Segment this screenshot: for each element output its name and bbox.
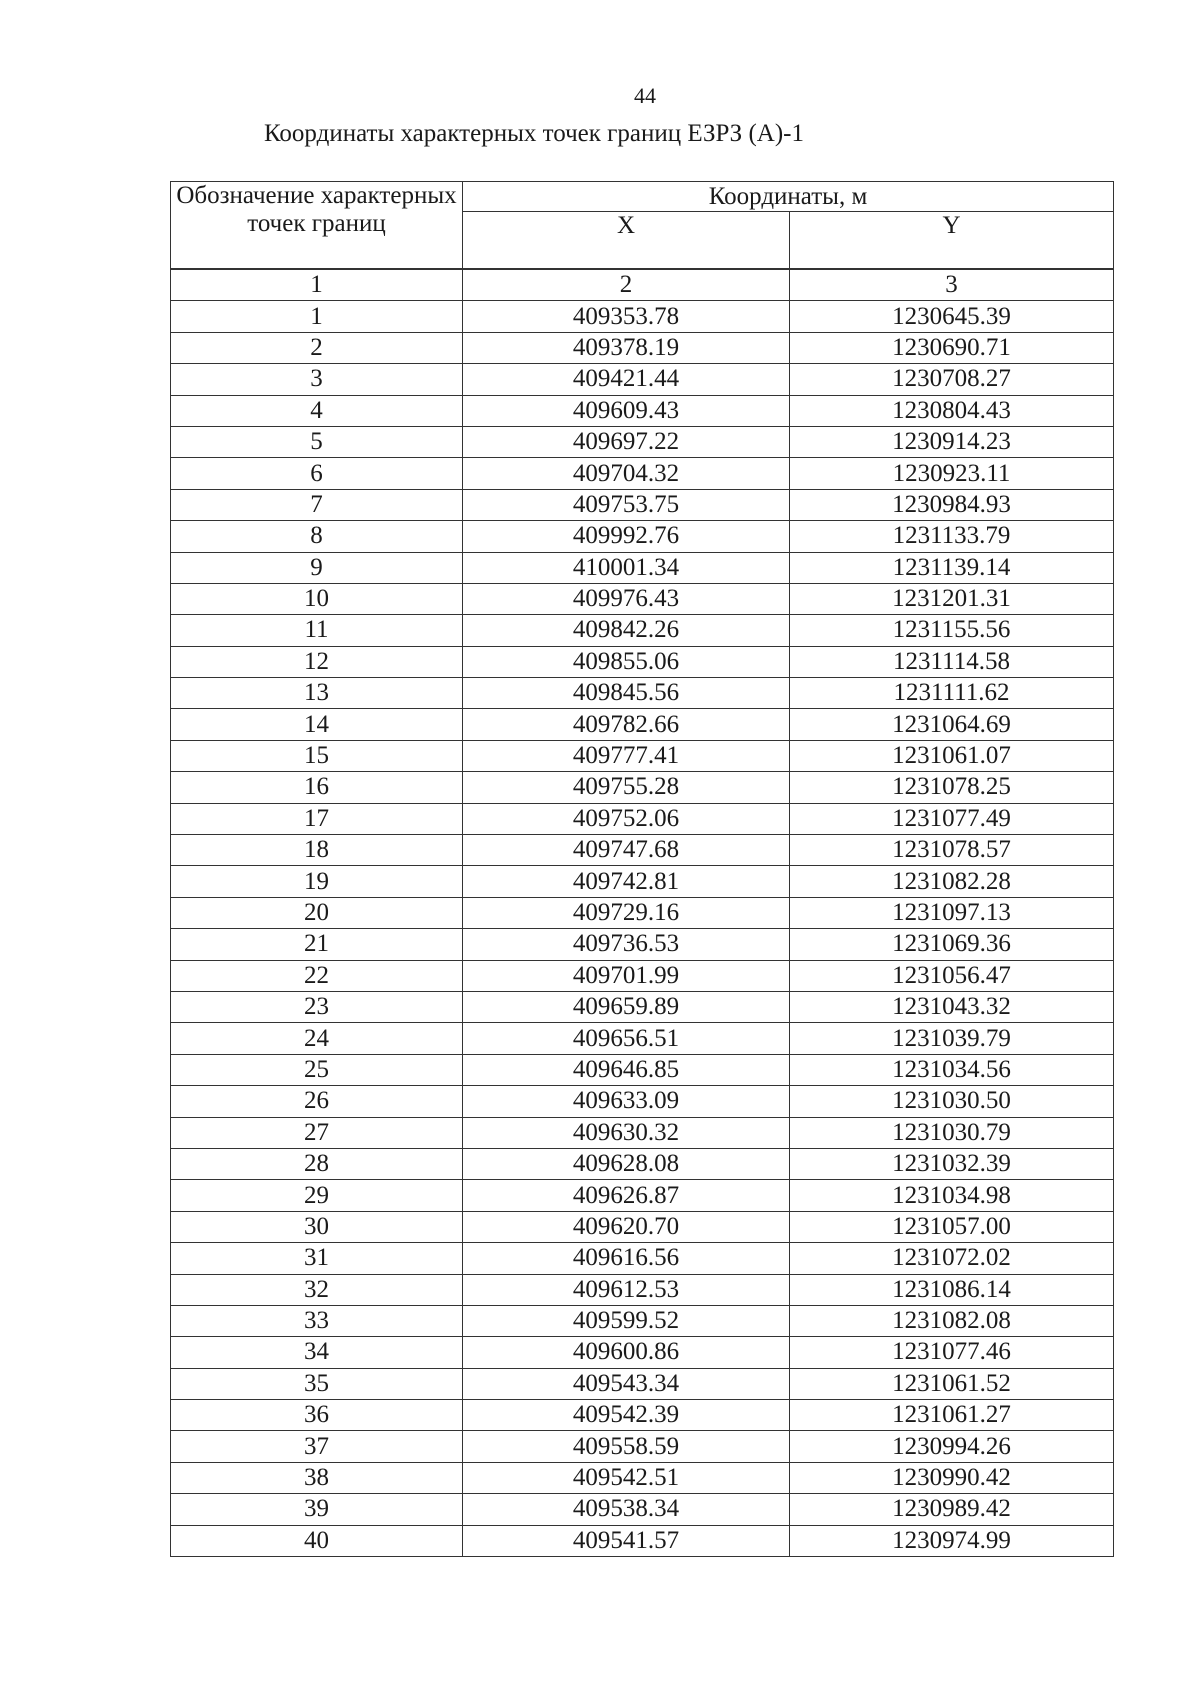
point-id-cell: 22 [171, 960, 463, 991]
table-row [171, 1054, 1114, 1085]
table-row [171, 1117, 1114, 1148]
column-number: 1 [171, 269, 463, 301]
point-id-cell: 3 [171, 364, 463, 395]
y-coordinate-cell: 1231064.69 [790, 709, 1114, 740]
x-coordinate-cell: 409752.06 [463, 803, 790, 834]
x-coordinate-cell: 409659.89 [463, 991, 790, 1022]
x-coordinate-cell: 409697.22 [463, 426, 790, 457]
y-coordinate-cell: 1231133.79 [790, 521, 1114, 552]
x-coordinate-cell: 409626.87 [463, 1180, 790, 1211]
y-coordinate-cell: 1231077.49 [790, 803, 1114, 834]
x-coordinate-cell: 409701.99 [463, 960, 790, 991]
table-row [171, 897, 1114, 928]
point-id-cell: 40 [171, 1525, 463, 1556]
table-row [171, 803, 1114, 834]
point-id-cell: 5 [171, 426, 463, 457]
y-coordinate-cell: 1230989.42 [790, 1494, 1114, 1525]
table-row [171, 1180, 1114, 1211]
table-row [171, 489, 1114, 520]
point-id-cell: 24 [171, 1023, 463, 1054]
y-coordinate-cell: 1231111.62 [790, 678, 1114, 709]
point-id-cell: 15 [171, 740, 463, 771]
table-row [171, 395, 1114, 426]
point-id-cell: 28 [171, 1148, 463, 1179]
point-id-cell: 13 [171, 678, 463, 709]
x-coordinate-cell: 409421.44 [463, 364, 790, 395]
y-coordinate-cell: 1231043.32 [790, 991, 1114, 1022]
table-row [171, 1431, 1114, 1462]
y-coordinate-cell: 1231082.28 [790, 866, 1114, 897]
y-coordinate-cell: 1231057.00 [790, 1211, 1114, 1242]
page-number: 44 [634, 83, 656, 108]
x-coordinate-cell: 409600.86 [463, 1337, 790, 1368]
x-coordinate-cell: 409656.51 [463, 1023, 790, 1054]
y-coordinate-cell: 1231030.79 [790, 1117, 1114, 1148]
x-coordinate-cell: 409538.34 [463, 1494, 790, 1525]
table-row [171, 1400, 1114, 1431]
point-id-cell: 8 [171, 521, 463, 552]
y-coordinate-cell: 1230923.11 [790, 458, 1114, 489]
point-id-cell: 4 [171, 395, 463, 426]
table-row [171, 1305, 1114, 1336]
x-coordinate-cell: 409646.85 [463, 1054, 790, 1085]
point-id-cell: 35 [171, 1368, 463, 1399]
header-point-designation: Обозначение характерных точек границ [171, 182, 463, 270]
header-row-top [171, 182, 1114, 212]
y-coordinate-cell: 1231069.36 [790, 929, 1114, 960]
table-row [171, 583, 1114, 614]
y-coordinate-cell: 1230708.27 [790, 364, 1114, 395]
x-coordinate-cell: 409541.57 [463, 1525, 790, 1556]
table-row [171, 1148, 1114, 1179]
table-row [171, 709, 1114, 740]
point-id-cell: 29 [171, 1180, 463, 1211]
x-coordinate-cell: 409845.56 [463, 678, 790, 709]
y-coordinate-cell: 1231034.98 [790, 1180, 1114, 1211]
x-coordinate-cell: 409992.76 [463, 521, 790, 552]
point-id-cell: 21 [171, 929, 463, 960]
table-row [171, 1494, 1114, 1525]
point-id-cell: 19 [171, 866, 463, 897]
point-id-cell: 12 [171, 646, 463, 677]
y-coordinate-cell: 1230914.23 [790, 426, 1114, 457]
point-id-cell: 39 [171, 1494, 463, 1525]
y-coordinate-cell: 1230984.93 [790, 489, 1114, 520]
x-coordinate-cell: 409630.32 [463, 1117, 790, 1148]
table-row [171, 1525, 1114, 1556]
y-coordinate-cell: 1231082.08 [790, 1305, 1114, 1336]
y-coordinate-cell: 1231030.50 [790, 1086, 1114, 1117]
y-coordinate-cell: 1230804.43 [790, 395, 1114, 426]
point-id-cell: 20 [171, 897, 463, 928]
column-number: 3 [790, 269, 1114, 301]
table-row [171, 960, 1114, 991]
y-coordinate-cell: 1231086.14 [790, 1274, 1114, 1305]
table-header [171, 182, 1114, 270]
table-row [171, 1211, 1114, 1242]
y-coordinate-cell: 1230974.99 [790, 1525, 1114, 1556]
x-coordinate-cell: 410001.34 [463, 552, 790, 583]
point-id-cell: 10 [171, 583, 463, 614]
point-id-cell: 36 [171, 1400, 463, 1431]
x-coordinate-cell: 409729.16 [463, 897, 790, 928]
y-coordinate-cell: 1231072.02 [790, 1243, 1114, 1274]
table-row [171, 332, 1114, 363]
table-row [171, 929, 1114, 960]
x-coordinate-cell: 409633.09 [463, 1086, 790, 1117]
y-coordinate-cell: 1231097.13 [790, 897, 1114, 928]
page-title: Координаты характерных точек границ ЕЗРЗ (А)-1 [264, 120, 804, 147]
table-row [171, 1274, 1114, 1305]
point-id-cell: 2 [171, 332, 463, 363]
x-coordinate-cell: 409599.52 [463, 1305, 790, 1336]
table-body [171, 269, 1114, 1557]
x-coordinate-cell: 409353.78 [463, 301, 790, 332]
table-row [171, 301, 1114, 332]
header-y: Y [790, 212, 1114, 270]
x-coordinate-cell: 409543.34 [463, 1368, 790, 1399]
y-coordinate-cell: 1231056.47 [790, 960, 1114, 991]
point-id-cell: 30 [171, 1211, 463, 1242]
point-id-cell: 16 [171, 772, 463, 803]
x-coordinate-cell: 409620.70 [463, 1211, 790, 1242]
point-id-cell: 27 [171, 1117, 463, 1148]
y-coordinate-cell: 1231077.46 [790, 1337, 1114, 1368]
x-coordinate-cell: 409609.43 [463, 395, 790, 426]
y-coordinate-cell: 1230994.26 [790, 1431, 1114, 1462]
point-id-cell: 26 [171, 1086, 463, 1117]
point-id-cell: 31 [171, 1243, 463, 1274]
y-coordinate-cell: 1231034.56 [790, 1054, 1114, 1085]
y-coordinate-cell: 1231155.56 [790, 615, 1114, 646]
y-coordinate-cell: 1231078.57 [790, 835, 1114, 866]
y-coordinate-cell: 1231078.25 [790, 772, 1114, 803]
point-id-cell: 32 [171, 1274, 463, 1305]
x-coordinate-cell: 409736.53 [463, 929, 790, 960]
column-number: 2 [463, 269, 790, 301]
table-row [171, 458, 1114, 489]
x-coordinate-cell: 409742.81 [463, 866, 790, 897]
y-coordinate-cell: 1230990.42 [790, 1462, 1114, 1493]
point-id-cell: 37 [171, 1431, 463, 1462]
table-row [171, 646, 1114, 677]
coordinates-table [170, 181, 1114, 1557]
point-id-cell: 1 [171, 301, 463, 332]
header-coordinates-group: Координаты, м [463, 182, 1114, 212]
point-id-cell: 23 [171, 991, 463, 1022]
table-row [171, 1243, 1114, 1274]
table-row [171, 1368, 1114, 1399]
x-coordinate-cell: 409612.53 [463, 1274, 790, 1305]
table-row [171, 552, 1114, 583]
x-coordinate-cell: 409628.08 [463, 1148, 790, 1179]
table-row [171, 866, 1114, 897]
point-id-cell: 18 [171, 835, 463, 866]
x-coordinate-cell: 409782.66 [463, 709, 790, 740]
point-id-cell: 6 [171, 458, 463, 489]
x-coordinate-cell: 409378.19 [463, 332, 790, 363]
x-coordinate-cell: 409976.43 [463, 583, 790, 614]
table-row [171, 1462, 1114, 1493]
y-coordinate-cell: 1231139.14 [790, 552, 1114, 583]
table-row [171, 678, 1114, 709]
y-coordinate-cell: 1230690.71 [790, 332, 1114, 363]
table-row [171, 1337, 1114, 1368]
y-coordinate-cell: 1231032.39 [790, 1148, 1114, 1179]
point-id-cell: 25 [171, 1054, 463, 1085]
table-row [171, 740, 1114, 771]
y-coordinate-cell: 1231061.27 [790, 1400, 1114, 1431]
point-id-cell: 9 [171, 552, 463, 583]
x-coordinate-cell: 409558.59 [463, 1431, 790, 1462]
x-coordinate-cell: 409753.75 [463, 489, 790, 520]
x-coordinate-cell: 409842.26 [463, 615, 790, 646]
x-coordinate-cell: 409616.56 [463, 1243, 790, 1274]
x-coordinate-cell: 409855.06 [463, 646, 790, 677]
header-x: X [463, 212, 790, 270]
point-id-cell: 17 [171, 803, 463, 834]
table-row [171, 1086, 1114, 1117]
table-row [171, 1023, 1114, 1054]
table-row [171, 521, 1114, 552]
y-coordinate-cell: 1231201.31 [790, 583, 1114, 614]
y-coordinate-cell: 1231114.58 [790, 646, 1114, 677]
point-id-cell: 38 [171, 1462, 463, 1493]
point-id-cell: 14 [171, 709, 463, 740]
x-coordinate-cell: 409542.51 [463, 1462, 790, 1493]
table-row [171, 991, 1114, 1022]
x-coordinate-cell: 409704.32 [463, 458, 790, 489]
column-numbers-row [171, 269, 1114, 301]
point-id-cell: 7 [171, 489, 463, 520]
y-coordinate-cell: 1231039.79 [790, 1023, 1114, 1054]
y-coordinate-cell: 1231061.07 [790, 740, 1114, 771]
table-row [171, 835, 1114, 866]
x-coordinate-cell: 409747.68 [463, 835, 790, 866]
point-id-cell: 11 [171, 615, 463, 646]
x-coordinate-cell: 409542.39 [463, 1400, 790, 1431]
y-coordinate-cell: 1230645.39 [790, 301, 1114, 332]
table-row [171, 364, 1114, 395]
table-row [171, 772, 1114, 803]
x-coordinate-cell: 409777.41 [463, 740, 790, 771]
table-row [171, 615, 1114, 646]
point-id-cell: 34 [171, 1337, 463, 1368]
point-id-cell: 33 [171, 1305, 463, 1336]
x-coordinate-cell: 409755.28 [463, 772, 790, 803]
table-row [171, 426, 1114, 457]
y-coordinate-cell: 1231061.52 [790, 1368, 1114, 1399]
